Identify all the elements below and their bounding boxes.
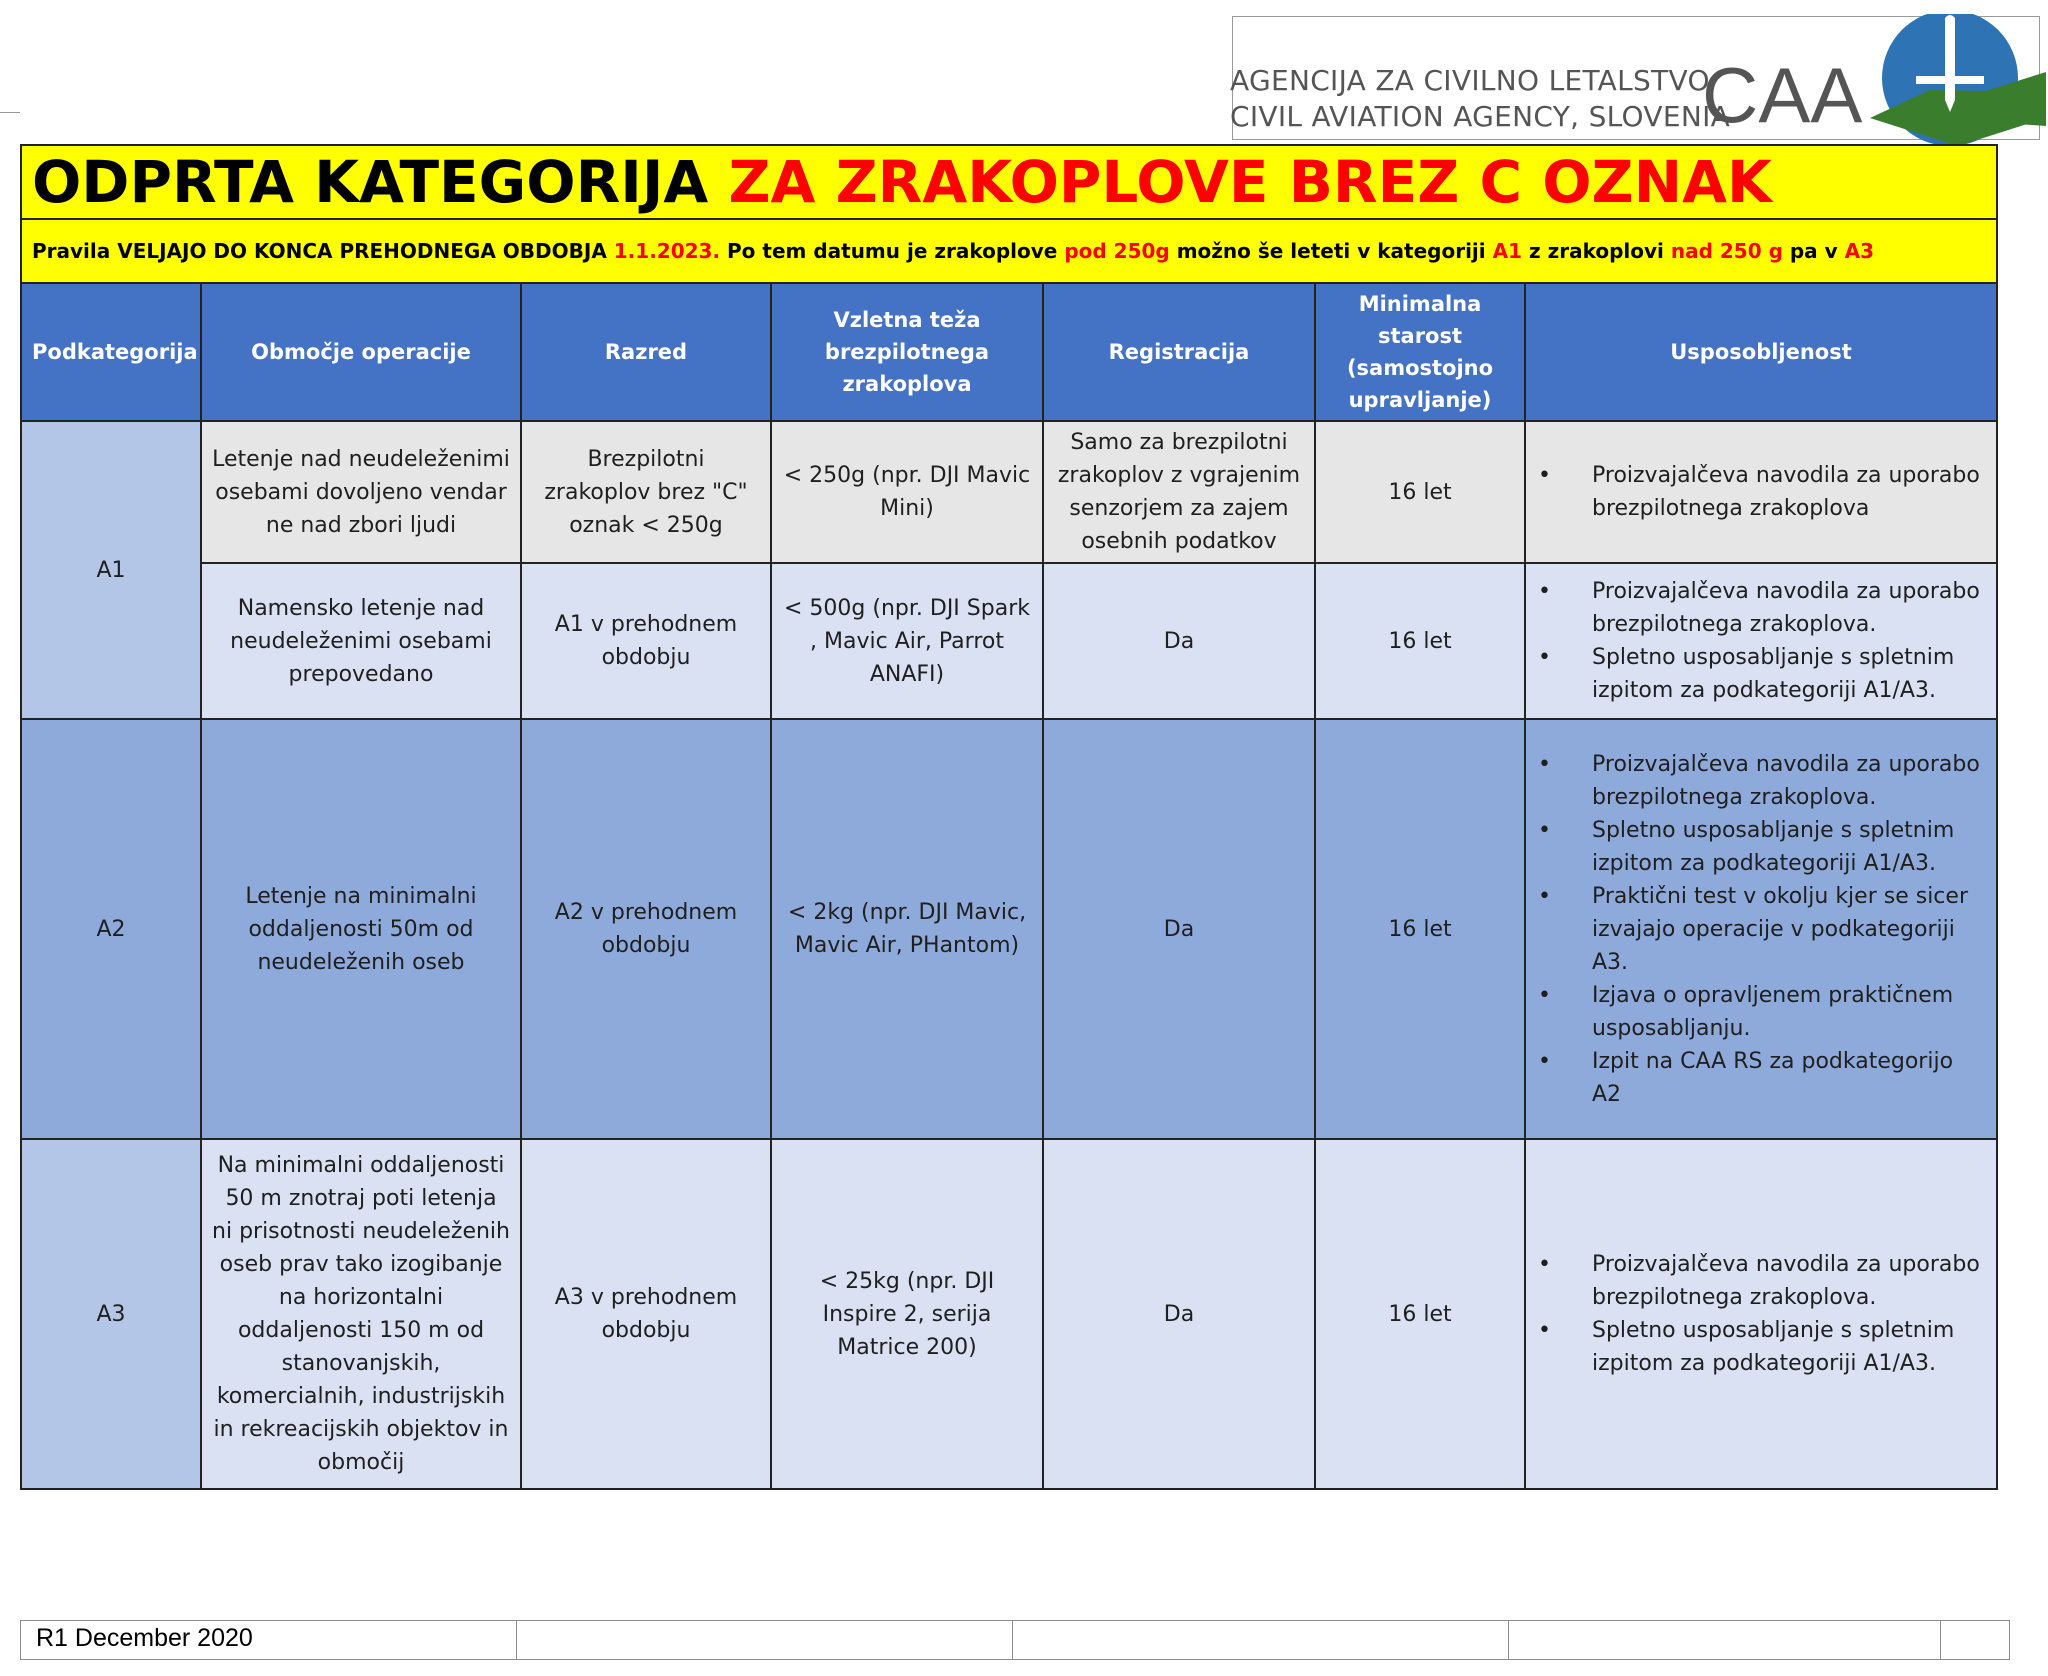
list-item: • Spletno usposabljanje s spletnim izpitom za podkategoriji A1/A3. xyxy=(1534,1314,1988,1380)
competency-list xyxy=(1534,575,1988,707)
registration-cell: Da xyxy=(1043,719,1315,1139)
subtitle-text: možno še leteti v kategoriji xyxy=(1169,239,1493,263)
subtitle-date: 1.1.2023. xyxy=(613,239,721,263)
operation-area-cell: Letenje nad neudeleženimi osebami dovoljeno vendar ne nad zbori ljudi xyxy=(201,421,521,563)
subcategory-cell: A3 xyxy=(21,1139,201,1489)
takeoff-mass-cell: < 250g (npr. DJI Mavic Mini) xyxy=(771,421,1043,563)
competency-list xyxy=(1534,459,1988,525)
title-part-red: ZA ZRAKOPLOVE BREZ C OZNAK xyxy=(728,148,1772,216)
table-row xyxy=(21,421,1997,563)
minimum-age-cell: 16 let xyxy=(1315,563,1525,719)
footer-cell xyxy=(2009,1621,2010,1659)
class-cell: A2 v prehodnem obdobju xyxy=(521,719,771,1139)
list-item: • Proizvajalčeva navodila za uporabo brezpilotnega zrakoplova. xyxy=(1534,575,1988,641)
competency-cell xyxy=(1525,719,1997,1139)
competency-cell xyxy=(1525,1139,1997,1489)
competency-cell xyxy=(1525,563,1997,719)
minimum-age-cell: 16 let xyxy=(1315,719,1525,1139)
list-item: • Spletno usposabljanje s spletnim izpitom za podkategoriji A1/A3. xyxy=(1534,641,1988,707)
subtitle-weight: nad 250 g xyxy=(1670,239,1783,263)
class-cell: Brezpilotni zrakoplov brez "C" oznak < 250g xyxy=(521,421,771,563)
registration-cell: Samo za brezpilotni zrakoplov z vgrajenim senzorjem za zajem osebnih podatkov xyxy=(1043,421,1315,563)
list-item: • Proizvajalčeva navodila za uporabo brezpilotnega zrakoplova. xyxy=(1534,1248,1988,1314)
header-minimum-age: Minimalna starost (samostojno upravljanje) xyxy=(1315,283,1525,421)
header-row xyxy=(21,283,1997,421)
class-cell: A3 v prehodnem obdobju xyxy=(521,1139,771,1489)
header-registration: Registracija xyxy=(1043,283,1315,421)
list-item: • Proizvajalčeva navodila za uporabo brezpilotnega zrakoplova. xyxy=(1534,748,1988,814)
header-takeoff-mass: Vzletna teža brezpilotnega zrakoplova xyxy=(771,283,1043,421)
revision-label: R1 December 2020 xyxy=(36,1624,253,1652)
header-subcategory: Podkategorija xyxy=(21,283,201,421)
header-competency: Usposobljenost xyxy=(1525,283,1997,421)
margin-mark xyxy=(0,112,20,142)
subtitle-text: pa v xyxy=(1782,239,1845,263)
footer-cell xyxy=(1940,1621,1941,1659)
subcategory-cell: A1 xyxy=(21,421,201,719)
list-item: • Proizvajalčeva navodila za uporabo brezpilotnega zrakoplova xyxy=(1534,459,1988,525)
subtitle-text: Pravila VELJAJO DO KONCA PREHODNEGA OBDOBJA xyxy=(32,239,614,263)
subtitle-note xyxy=(21,219,1997,283)
class-cell: A1 v prehodnem obdobju xyxy=(521,563,771,719)
subcategory-cell: A2 xyxy=(21,719,201,1139)
subtitle-row xyxy=(21,219,1997,283)
table-row xyxy=(21,563,1997,719)
logo-org-english: CIVIL AVIATION AGENCY, SLOVENIA xyxy=(1230,100,1731,133)
airplane-emblem-icon xyxy=(1870,14,2046,146)
competency-list xyxy=(1534,1248,1988,1380)
subtitle-weight: pod 250g xyxy=(1064,239,1170,263)
subtitle-category: A3 xyxy=(1844,239,1875,263)
title-part-black: ODPRTA KATEGORIJA xyxy=(32,148,729,216)
takeoff-mass-cell: < 25kg (npr. DJI Inspire 2, serija Matrice 200) xyxy=(771,1139,1043,1489)
footer-cell xyxy=(20,1621,21,1659)
list-item: • Izpit na CAA RS za podkategorijo A2 xyxy=(1534,1045,1988,1111)
footer-cell xyxy=(1012,1621,1013,1659)
registration-cell: Da xyxy=(1043,563,1315,719)
title-row xyxy=(21,145,1997,219)
registration-cell: Da xyxy=(1043,1139,1315,1489)
list-item: • Spletno usposabljanje s spletnim izpitom za podkategoriji A1/A3. xyxy=(1534,814,1988,880)
takeoff-mass-cell: < 500g (npr. DJI Spark , Mavic Air, Parrot ANAFI) xyxy=(771,563,1043,719)
open-category-table xyxy=(20,144,1998,1490)
header-class: Razred xyxy=(521,283,771,421)
operation-area-cell: Na minimalni oddaljenosti 50 m znotraj poti letenja ni prisotnosti neudeleženih oseb prav tako izogibanje na horizontalni oddaljenosti 150 m od stanovanjskih, komercialnih, industrijskih in rekreacijskih objektov in območij xyxy=(201,1139,521,1489)
subtitle-text: Po tem datumu je zrakoplove xyxy=(720,239,1065,263)
footer-table xyxy=(20,1620,2010,1660)
list-item: • Praktični test v okolju kjer se sicer izvajajo operacije v podkategoriji A3. xyxy=(1534,880,1988,979)
takeoff-mass-cell: < 2kg (npr. DJI Mavic, Mavic Air, PHantom) xyxy=(771,719,1043,1139)
table-row xyxy=(21,1139,1997,1489)
subtitle-text: z zrakoplovi xyxy=(1522,239,1671,263)
logo-org-slovenian: AGENCIJA ZA CIVILNO LETALSTVO xyxy=(1230,64,1710,97)
subtitle-category: A1 xyxy=(1492,239,1523,263)
operation-area-cell: Namensko letenje nad neudeleženimi osebami prepovedano xyxy=(201,563,521,719)
page-title xyxy=(21,145,1997,219)
minimum-age-cell: 16 let xyxy=(1315,421,1525,563)
list-item: • Izjava o opravljenem praktičnem usposabljanju. xyxy=(1534,979,1988,1045)
footer-cell xyxy=(1508,1621,1509,1659)
footer-cell xyxy=(516,1621,517,1659)
logo-abbreviation: CAA xyxy=(1702,51,1863,139)
table-row xyxy=(21,719,1997,1139)
header-operation-area: Območje operacije xyxy=(201,283,521,421)
competency-cell xyxy=(1525,421,1997,563)
competency-list xyxy=(1534,748,1988,1111)
operation-area-cell: Letenje na minimalni oddaljenosti 50m od neudeleženih oseb xyxy=(201,719,521,1139)
minimum-age-cell: 16 let xyxy=(1315,1139,1525,1489)
